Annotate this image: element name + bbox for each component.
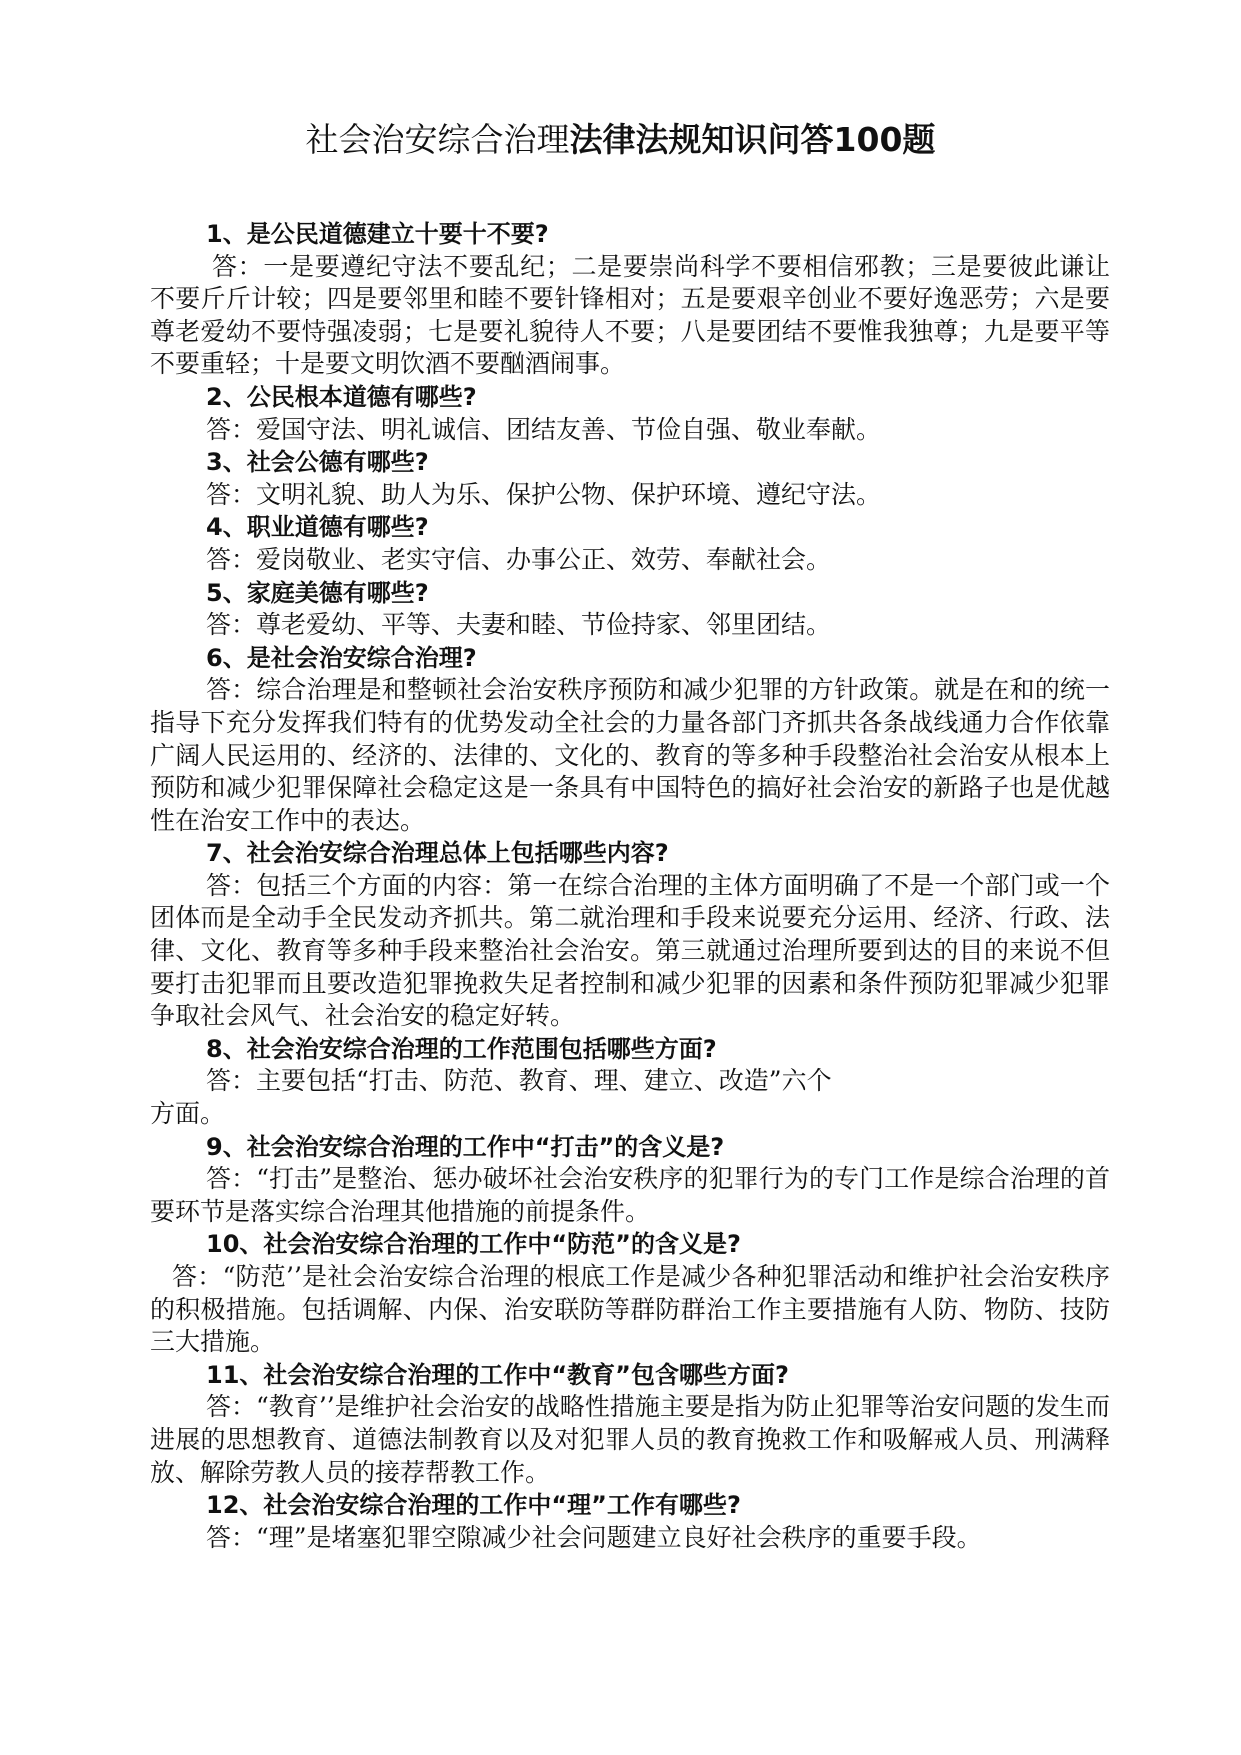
question-8: 8、社会治安综合治理的工作范围包括哪些方面? — [206, 1034, 717, 1063]
document-title-part1: 社会治安综合治理 — [305, 120, 570, 159]
answer-11: 答：“教育’’是维护社会治安的战略性措施主要是指为防止犯罪等治安问题的发生而进展的思想教育、道德法制教育以及对犯罪人员的教育挽救工作和吸解戒人员、刑满释放、解除劳教人员的接荐帮教工作。 — [150, 1392, 1110, 1487]
answer-8-line1: 答：主要包括“打击、防范、教育、理、建立、改造”六个 — [206, 1066, 832, 1096]
qa-list — [150, 218, 1110, 1554]
answer-10: 答：“防范’’是社会治安综合治理的根底工作是减少各种犯罪活动和维护社会治安秩序的积极措施。包括调解、内保、治安联防等群防群治工作主要措施有人防、物防、技防三大措施。 — [150, 1262, 1110, 1357]
question-1: 1、是公民道德建立十要十不要? — [206, 220, 549, 248]
answer-9: 答：“打击”是整治、惩办破坏社会治安秩序的犯罪行为的专门工作是综合治理的首要环节是落实综合治理其他措施的前提条件。 — [150, 1164, 1110, 1226]
question-11: 11、社会治安综合治理的工作中“教育”包含哪些方面? — [206, 1360, 789, 1389]
answer-8-line2: 方面。 — [150, 1099, 226, 1129]
question-6: 6、是社会治安综合治理? — [206, 643, 477, 672]
answer-1: 答：一是要遵纪守法不要乱纪；二是要崇尚科学不要相信邪教；三是要彼此谦让不要斤斤计较；四是要邻里和睦不要针锋相对；五是要艰辛创业不要好逸恶劳；六是要尊老爱幼不要恃强凌弱；七是要礼貌待人不要；八是要团结不要惟我独尊；九是要平等不要重轻；十是要文明饮酒不要酗酒闹事。 — [150, 251, 1110, 379]
question-12: 12、社会治安综合治理的工作中“理”工作有哪些? — [206, 1491, 741, 1520]
answer-7: 答：包括三个方面的内容：第一在综合治理的主体方面明确了不是一个部门或一个团体而是全动手全民发动齐抓共。第二就治理和手段来说要充分运用、经济、行政、法律、文化、教育等多种手段来整治社会治安。第三就通过治理所要到达的目的来说不但要打击犯罪而且要改造犯罪挽救失足者控制和减少犯罪的因素和条件预防犯罪减少犯罪争取社会风气、社会治安的稳定好转。 — [150, 870, 1110, 1031]
question-10: 10、社会治安综合治理的工作中“防范”的含义是? — [206, 1230, 741, 1259]
answer-2: 答：爱国守法、明礼诚信、团结友善、节俭自强、敬业奉献。 — [206, 414, 882, 444]
question-9: 9、社会治安综合治理的工作中“打击”的含义是? — [206, 1132, 725, 1161]
answer-4: 答：爱岗敬业、老实守信、办事公正、效劳、奉献社会。 — [206, 544, 832, 574]
question-7: 7、社会治安综合治理总体上包括哪些内容? — [206, 839, 669, 868]
answer-6: 答：综合治理是和整顿社会治安秩序预防和减少犯罪的方针政策。就是在和的统一指导下充分发挥我们特有的优势发动全社会的力量各部门齐抓共各条战线通力合作依靠广阔人民运用的、经济的、法律的、文化的、教育的等多种手段整治社会治安从根本上预防和减少犯罪保障社会稳定这是一条具有中国特色的搞好社会治安的新路子也是优越性在治安工作中的表达。 — [150, 675, 1110, 835]
question-3: 3、社会公德有哪些? — [206, 448, 429, 477]
answer-5: 答：尊老爱幼、平等、夫妻和睦、节俭持家、邻里团结。 — [206, 610, 832, 640]
question-4: 4、职业道德有哪些? — [206, 513, 429, 542]
question-2: 2、公民根本道德有哪些? — [206, 382, 477, 411]
document-title — [0, 120, 1241, 160]
answer-12: 答：“理”是堵塞犯罪空隙减少社会问题建立良好社会秩序的重要手段。 — [206, 1522, 982, 1552]
question-5: 5、家庭美德有哪些? — [206, 578, 429, 607]
answer-3: 答：文明礼貌、助人为乐、保护公物、保护环境、遵纪守法。 — [206, 479, 882, 509]
document-title-part2: 法律法规知识问答100题 — [569, 120, 936, 159]
